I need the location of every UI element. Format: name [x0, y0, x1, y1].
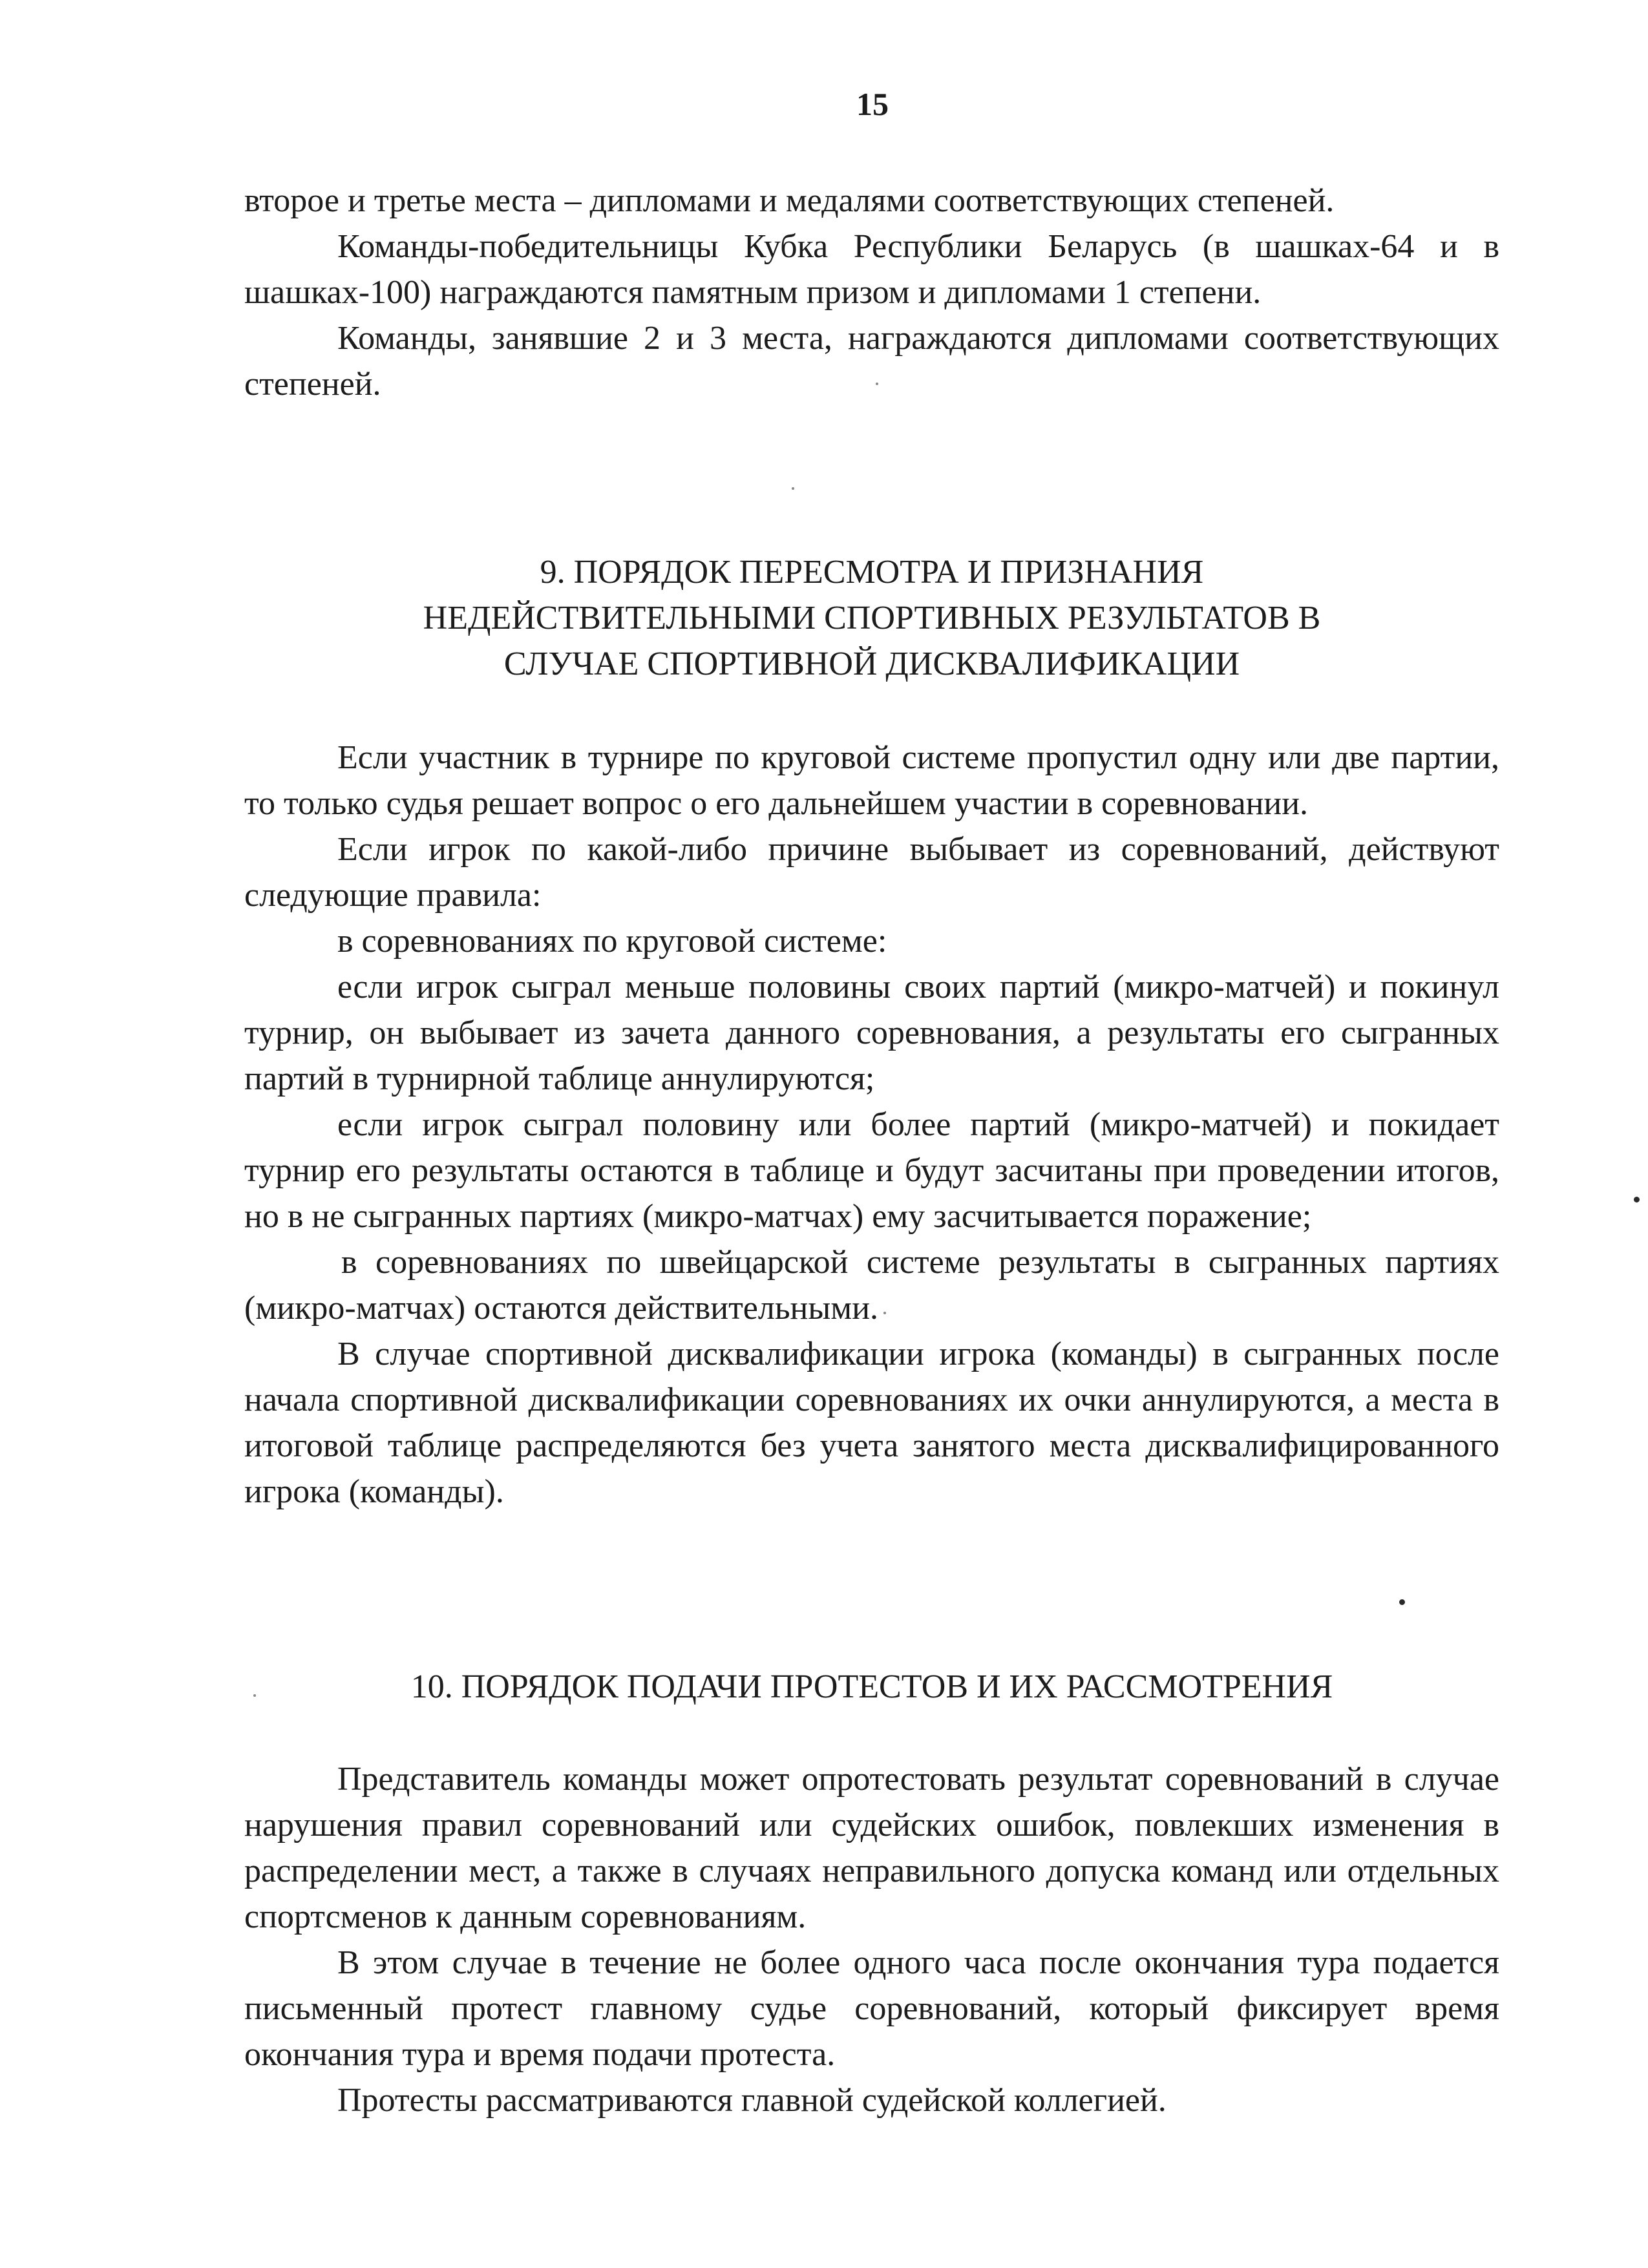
awards-text [244, 178, 1499, 407]
paragraph: если игрок сыграл меньше половины своих партий (микро-матчей) и покинул турнир, он выбывает из зачета данного соревнования, а результаты его сыгранных партий в турнирной таблице аннулируются; [244, 969, 1499, 1097]
scan-speck [792, 487, 794, 490]
paragraph: Если игрок по какой-либо причине выбывает из соревнований, действуют следующие правила: [244, 831, 1499, 914]
scan-mark [1399, 1599, 1405, 1605]
heading-line: СЛУЧАЕ СПОРТИВНОЙ ДИСКВАЛИФИКАЦИИ [503, 646, 1240, 682]
page-number: 15 [856, 86, 889, 122]
heading-line: 9. ПОРЯДОК ПЕРЕСМОТРА И ПРИЗНАНИЯ [540, 554, 1204, 591]
paragraph: Представитель команды может опротестовать результат соревнований в случае нарушения правил соревнований или судейских ошибок, повлекших изменения в распределении мест, а также в случаях неправильного допуска команд или отдельных спортсменов к данным соревнованиям. [244, 1761, 1499, 1935]
paragraph: Команды, занявшие 2 и 3 места, награждаются дипломами соответствующих степеней. [244, 320, 1499, 403]
scan-speck [883, 1312, 886, 1314]
paragraph: если игрок сыграл половину или более партий (микро-матчей) и покидает турнир его результаты остаются в таблице и будут засчитаны при проведении итогов, но в не сыгранных партиях (микро-матчах) ему засчитывается поражение; [244, 1106, 1499, 1235]
scan-speck [876, 383, 878, 385]
section-9-heading [244, 549, 1499, 687]
paragraph: Команды-победительницы Кубка Республики Беларусь (в шашках-64 и в шашках-100) награждаются памятным призом и дипломами 1 степени. [244, 228, 1499, 311]
paragraph: Протесты рассматриваются главной судейской коллегией. [337, 2082, 1167, 2119]
heading-line: 10. ПОРЯДОК ПОДАЧИ ПРОТЕСТОВ И ИХ РАССМОТРЕНИЯ [410, 1668, 1333, 1705]
section-10-heading [244, 1664, 1499, 1710]
section-10-body [244, 1756, 1499, 2123]
scan-speck [253, 1694, 256, 1697]
paragraph: второе и третье места – дипломами и медалями соответствующих степеней. [244, 182, 1335, 219]
section-9-body [244, 735, 1499, 1515]
paragraph: В случае спортивной дисквалификации игрока (команды) в сыгранных после начала спортивной дисквалификации соревнованиях их очки аннулируются, а места в итоговой таблице распределяются без учета занятого места дисквалифицированного игрока (команды). [244, 1336, 1499, 1510]
paragraph: в соревнованиях по швейцарской системе результаты в сыгранных партиях (микро-матчах) остаются действительными. [244, 1244, 1499, 1327]
paragraph: В этом случае в течение не более одного часа после окончания тура подается письменный протест главному судье соревнований, который фиксирует время окончания тура и время подачи протеста. [244, 1944, 1499, 2073]
paragraph: Если участник в турнире по круговой системе пропустил одну или две партии, то только судья решает вопрос о его дальнейшем участии в соревновании. [244, 739, 1499, 822]
paragraph: в соревнованиях по круговой системе: [337, 923, 887, 960]
scan-mark [1634, 1197, 1640, 1202]
heading-line: НЕДЕЙСТВИТЕЛЬНЫМИ СПОРТИВНЫХ РЕЗУЛЬТАТОВ В [423, 600, 1321, 636]
